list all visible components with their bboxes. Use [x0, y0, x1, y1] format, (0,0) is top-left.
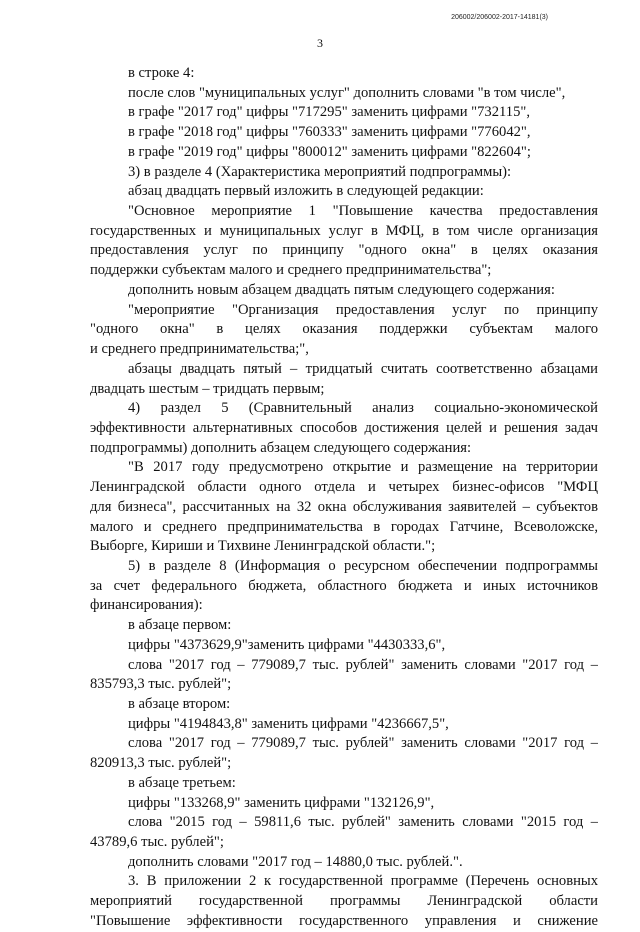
- text-line: 835793,3 тыс. рублей";: [90, 676, 232, 693]
- text-line: 4) раздел 5 (Сравнительный анализ социально-экономической: [128, 400, 598, 417]
- text-line: 43789,6 тыс. рублей";: [90, 834, 224, 851]
- text-line: в абзаце первом:: [128, 617, 232, 634]
- text-line: слова "2017 год – 779089,7 тыс. рублей" заменить словами "2017 год –: [128, 656, 598, 673]
- text-line: в абзаце третьем:: [128, 774, 236, 791]
- text-line: 820913,3 тыс. рублей";: [90, 755, 232, 772]
- text-line: абзацы двадцать пятый – тридцатый считать соответственно абзацами: [128, 360, 598, 377]
- text-line: цифры "4194843,8" заменить цифрами "4236667,5",: [128, 715, 449, 732]
- text-line: мероприятий государственной программы Ленинградской области: [90, 893, 598, 910]
- text-line: "мероприятие "Организация предоставления услуг по принципу: [128, 301, 598, 318]
- text-line: в строке 4:: [128, 65, 195, 81]
- text-line: подпрограммы) дополнить абзацем следующего содержания:: [90, 439, 472, 456]
- text-line: слова "2017 год – 779089,7 тыс. рублей" заменить словами "2017 год –: [128, 735, 598, 752]
- text-line: финансирования):: [90, 597, 203, 614]
- text-line: цифры "133268,9" заменить цифрами "132126,9",: [128, 794, 435, 811]
- text-line: дополнить словами "2017 год – 14880,0 тыс. рублей.".: [128, 853, 463, 870]
- text-line: Ленинградской области одного отдела и четырех бизнес-офисов "МФЦ: [90, 479, 598, 496]
- text-line: "Основное мероприятие 1 "Повышение качества предоставления: [128, 203, 598, 220]
- text-line: цифры "4373629,9"заменить цифрами "4430333,6",: [128, 636, 446, 653]
- text-line: "одного окна" в целях оказания поддержки субъектам малого: [90, 321, 598, 338]
- text-line: абзац двадцать первый изложить в следующей редакции:: [128, 183, 484, 200]
- text-line: за счет федерального бюджета, областного бюджета и иных источников: [90, 577, 598, 594]
- text-line: "В 2017 году предусмотрено открытие и размещение на территории: [128, 459, 598, 476]
- text-line: 3) в разделе 4 (Характеристика мероприятий подпрограммы):: [128, 163, 512, 180]
- text-line: в графе "2019 год" цифры "800012" заменить цифрами "822604";: [128, 143, 531, 160]
- text-line: 3. В приложении 2 к государственной программе (Перечень основных: [128, 873, 598, 890]
- text-line: в графе "2017 год" цифры "717295" заменить цифрами "732115",: [128, 104, 530, 121]
- text-line: государственных и муниципальных услуг в МФЦ, в том числе организация: [90, 222, 598, 239]
- document-body: [90, 64, 598, 932]
- document-id: 206002/206002-2017-14181(3): [451, 14, 548, 21]
- text-line: 5) в разделе 8 (Информация о ресурсном обеспечении подпрограммы: [128, 557, 598, 574]
- text-line: после слов "муниципальных услуг" дополнить словами "в том числе",: [128, 84, 566, 101]
- text-line: дополнить новым абзацем двадцать пятым следующего содержания:: [128, 281, 555, 298]
- text-line: для бизнеса", рассчитанных на 32 окна обслуживания заявителей – субъектов: [90, 498, 598, 515]
- text-line: малого и среднего предпринимательства в городах Гатчине, Всеволожске,: [90, 518, 598, 535]
- text-line: и среднего предпринимательства;",: [90, 341, 309, 358]
- text-line: Выборге, Кириши и Тихвине Ленинградской области.";: [90, 538, 436, 555]
- text-line: "Повышение эффективности государственного управления и снижение: [90, 912, 598, 929]
- page-number: 3: [317, 36, 323, 50]
- text-line: эффективности альтернативных способов достижения целей и решения задач: [90, 419, 598, 436]
- text-line: в графе "2018 год" цифры "760333" заменить цифрами "776042",: [128, 124, 531, 141]
- text-line: слова "2015 год – 59811,6 тыс. рублей" заменить словами "2015 год –: [128, 814, 598, 831]
- text-line: в абзаце втором:: [128, 696, 231, 712]
- text-line: поддержки субъектам малого и среднего предпринимательства";: [90, 262, 492, 279]
- text-line: предоставления услуг по принципу "одного окна" в целях оказания: [90, 242, 598, 259]
- text-line: двадцать шестым – тридцать первым;: [90, 380, 325, 397]
